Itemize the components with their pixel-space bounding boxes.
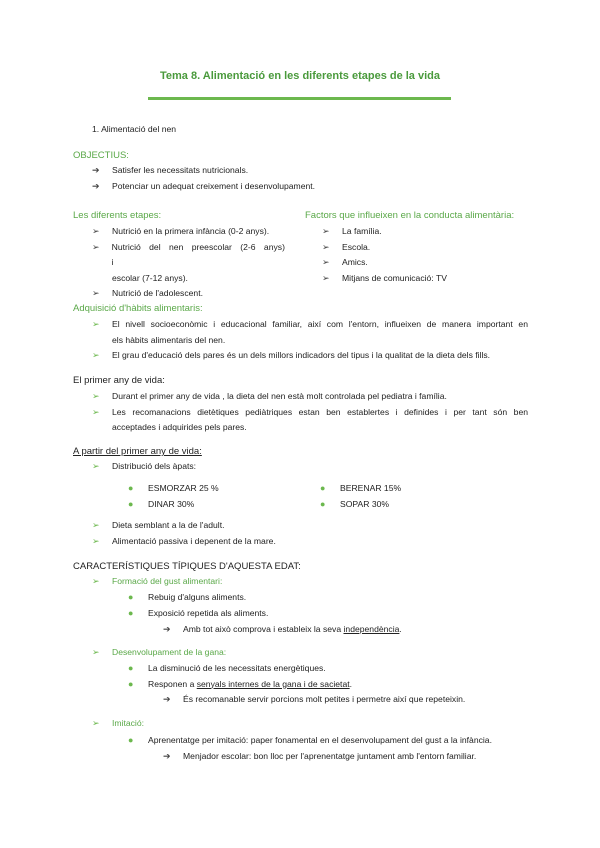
bullet-dot-icon: ● bbox=[128, 607, 134, 618]
list-item: ➢ Nutrició del nen preescolar (2-6 anys) i bbox=[92, 240, 292, 271]
habits-heading: Adquisició d'hàbits alimentaris: bbox=[73, 303, 203, 314]
arrow-icon: ➔ bbox=[163, 694, 171, 704]
list-item: ➢ Dieta semblant a la de l'adult. bbox=[92, 518, 276, 534]
bullet-dot-icon: ● bbox=[128, 592, 134, 602]
arrow-icon: ➢ bbox=[322, 241, 330, 252]
page-title: Tema 8. Alimentació en les diferents etapes de la vida bbox=[160, 70, 440, 82]
section-heading: 1. Alimentació del nen bbox=[92, 124, 177, 134]
bullet-dot-icon: ● bbox=[320, 483, 326, 493]
list-item: ➢ La família. bbox=[322, 224, 447, 240]
primer-any-heading: El primer any de vida: bbox=[73, 375, 165, 386]
arrow-icon: ➢ bbox=[92, 241, 100, 252]
imitacio-list bbox=[128, 733, 492, 749]
gust-section: ➢ Formació del gust alimentari: bbox=[92, 574, 222, 590]
list-item: ➢ Amics. bbox=[322, 255, 447, 271]
etapes-list bbox=[92, 224, 292, 302]
arrow-icon: ➢ bbox=[92, 718, 100, 728]
list-item: ● Exposició repetida als aliments. bbox=[128, 606, 268, 622]
meals-right bbox=[320, 481, 401, 512]
habits-list: ➢ El nivell socioeconòmic i educacional familiar, així com l'entorn, influeixen de manera important en els hàbits alimentaris del nen. ➢ El grau d'educació dels pares és un dels millors indicadors del tipus i la qualitat de la dieta dels fills. bbox=[92, 317, 528, 364]
factors-heading: Factors que influeixen en la conducta alimentària: bbox=[305, 210, 515, 221]
list-item: ➔ Potenciar un adequat creixement i desenvolupament. bbox=[92, 179, 315, 195]
a-partir-list bbox=[92, 518, 276, 549]
bullet-dot-icon: ● bbox=[128, 483, 134, 493]
objectius-heading: OBJECTIUS: bbox=[73, 150, 129, 161]
arrow-icon: ➢ bbox=[92, 461, 100, 471]
title-rule bbox=[148, 97, 451, 100]
arrow-icon: ➢ bbox=[322, 257, 330, 267]
arrow-icon: ➢ bbox=[92, 520, 100, 530]
arrow-icon: ➢ bbox=[92, 391, 100, 401]
arrow-icon: ➢ bbox=[92, 535, 100, 546]
arrow-icon: ➔ bbox=[92, 165, 100, 175]
gana-section: ➢ Desenvolupament de la gana: bbox=[92, 645, 226, 661]
arrow-icon: ➔ bbox=[92, 180, 100, 191]
a-partir-heading: A partir del primer any de vida: bbox=[73, 446, 202, 457]
gust-sub: ➔ Amb tot això comprova i estableix la seva independència. bbox=[163, 622, 402, 638]
imitacio-section: ➢ Imitació: bbox=[92, 716, 144, 732]
list-item: ● La disminució de les necessitats energètiques. bbox=[128, 661, 352, 677]
arrow-icon: ➢ bbox=[92, 226, 100, 236]
list-item: ● DINAR 30% bbox=[128, 497, 219, 513]
arrow-icon: ➢ bbox=[92, 350, 100, 360]
bullet-dot-icon: ● bbox=[128, 678, 134, 689]
list-item: ● Aprenentatge per imitació: paper fonamental en el desenvolupament del gust a la infància. bbox=[128, 733, 492, 749]
list-item: ➢ El nivell socioeconòmic i educacional familiar, així com l'entorn, influeixen de manera important en bbox=[92, 317, 528, 333]
meals-left bbox=[128, 481, 219, 512]
arrow-icon: ➢ bbox=[92, 288, 100, 298]
list-item: ● BERENAR 15% bbox=[320, 481, 401, 497]
bullet-dot-icon: ● bbox=[128, 663, 134, 673]
list-item: ● ESMORZAR 25 % bbox=[128, 481, 219, 497]
list-item: ➢ Durant el primer any de vida , la dieta del nen està molt controlada pel pediatra i família. bbox=[92, 389, 528, 405]
bullet-dot-icon: ● bbox=[128, 735, 134, 745]
list-item: ● Rebuig d'alguns aliments. bbox=[128, 590, 268, 606]
list-item: escolar (7-12 anys). bbox=[112, 272, 188, 283]
list-item: ➢ Alimentació passiva i depenent de la mare. bbox=[92, 534, 276, 550]
arrow-icon: ➢ bbox=[92, 576, 100, 586]
list-item: ➢ Mitjans de comunicació: TV bbox=[322, 271, 447, 287]
arrow-icon: ➢ bbox=[322, 272, 330, 283]
objectius-list bbox=[92, 163, 315, 194]
list-item: ● SOPAR 30% bbox=[320, 497, 401, 513]
arrow-icon: ➢ bbox=[92, 647, 100, 657]
arrow-icon: ➔ bbox=[163, 624, 171, 634]
distribucio-item: ➢ Distribució dels àpats: bbox=[92, 459, 196, 475]
list-item: ➢ Les recomanacions dietètiques pediàtriques estan ben establertes i definides i per tant són ben bbox=[92, 405, 528, 421]
arrow-icon: ➔ bbox=[163, 751, 171, 761]
list-item: ➢ Nutrició de l'adolescent. bbox=[92, 286, 292, 302]
factors-list bbox=[322, 224, 447, 286]
gust-list bbox=[128, 590, 268, 621]
bullet-dot-icon: ● bbox=[128, 498, 134, 509]
list-item: ➢ Nutrició en la primera infància (0-2 anys). bbox=[92, 224, 292, 240]
primer-any-list: ➢ Durant el primer any de vida , la dieta del nen està molt controlada pel pediatra i família. ➢ Les recomanacions dietètiques pediàtriques estan ben establertes i definides i per tant són ben acceptades i adquirides pels pares. bbox=[92, 391, 528, 432]
bullet-dot-icon: ● bbox=[320, 498, 326, 509]
arrow-icon: ➢ bbox=[92, 406, 100, 417]
list-item: ➢ El grau d'educació dels pares és un dels millors indicadors del tipus i la qualitat de la dieta dels fills. bbox=[92, 348, 528, 364]
caracteristiques-heading: CARACTERÍSTIQUES TÍPIQUES D'AQUESTA EDAT: bbox=[73, 561, 301, 572]
gana-list bbox=[128, 661, 352, 692]
list-item: ● Responen a senyals internes de la gana i de sacietat. bbox=[128, 677, 352, 693]
list-item: ➔ Satisfer les necessitats nutricionals. bbox=[92, 163, 315, 179]
gana-sub: ➔ És recomanable servir porcions molt petites i permetre així que repeteixin. bbox=[163, 692, 465, 708]
list-item: ➢ Escola. bbox=[322, 240, 447, 256]
arrow-icon: ➢ bbox=[322, 226, 330, 236]
imitacio-sub: ➔ Menjador escolar: bon lloc per l'aprenentatge juntament amb l'entorn familiar. bbox=[163, 749, 476, 765]
arrow-icon: ➢ bbox=[92, 319, 100, 329]
etapes-heading: Les diferents etapes: bbox=[73, 210, 162, 221]
